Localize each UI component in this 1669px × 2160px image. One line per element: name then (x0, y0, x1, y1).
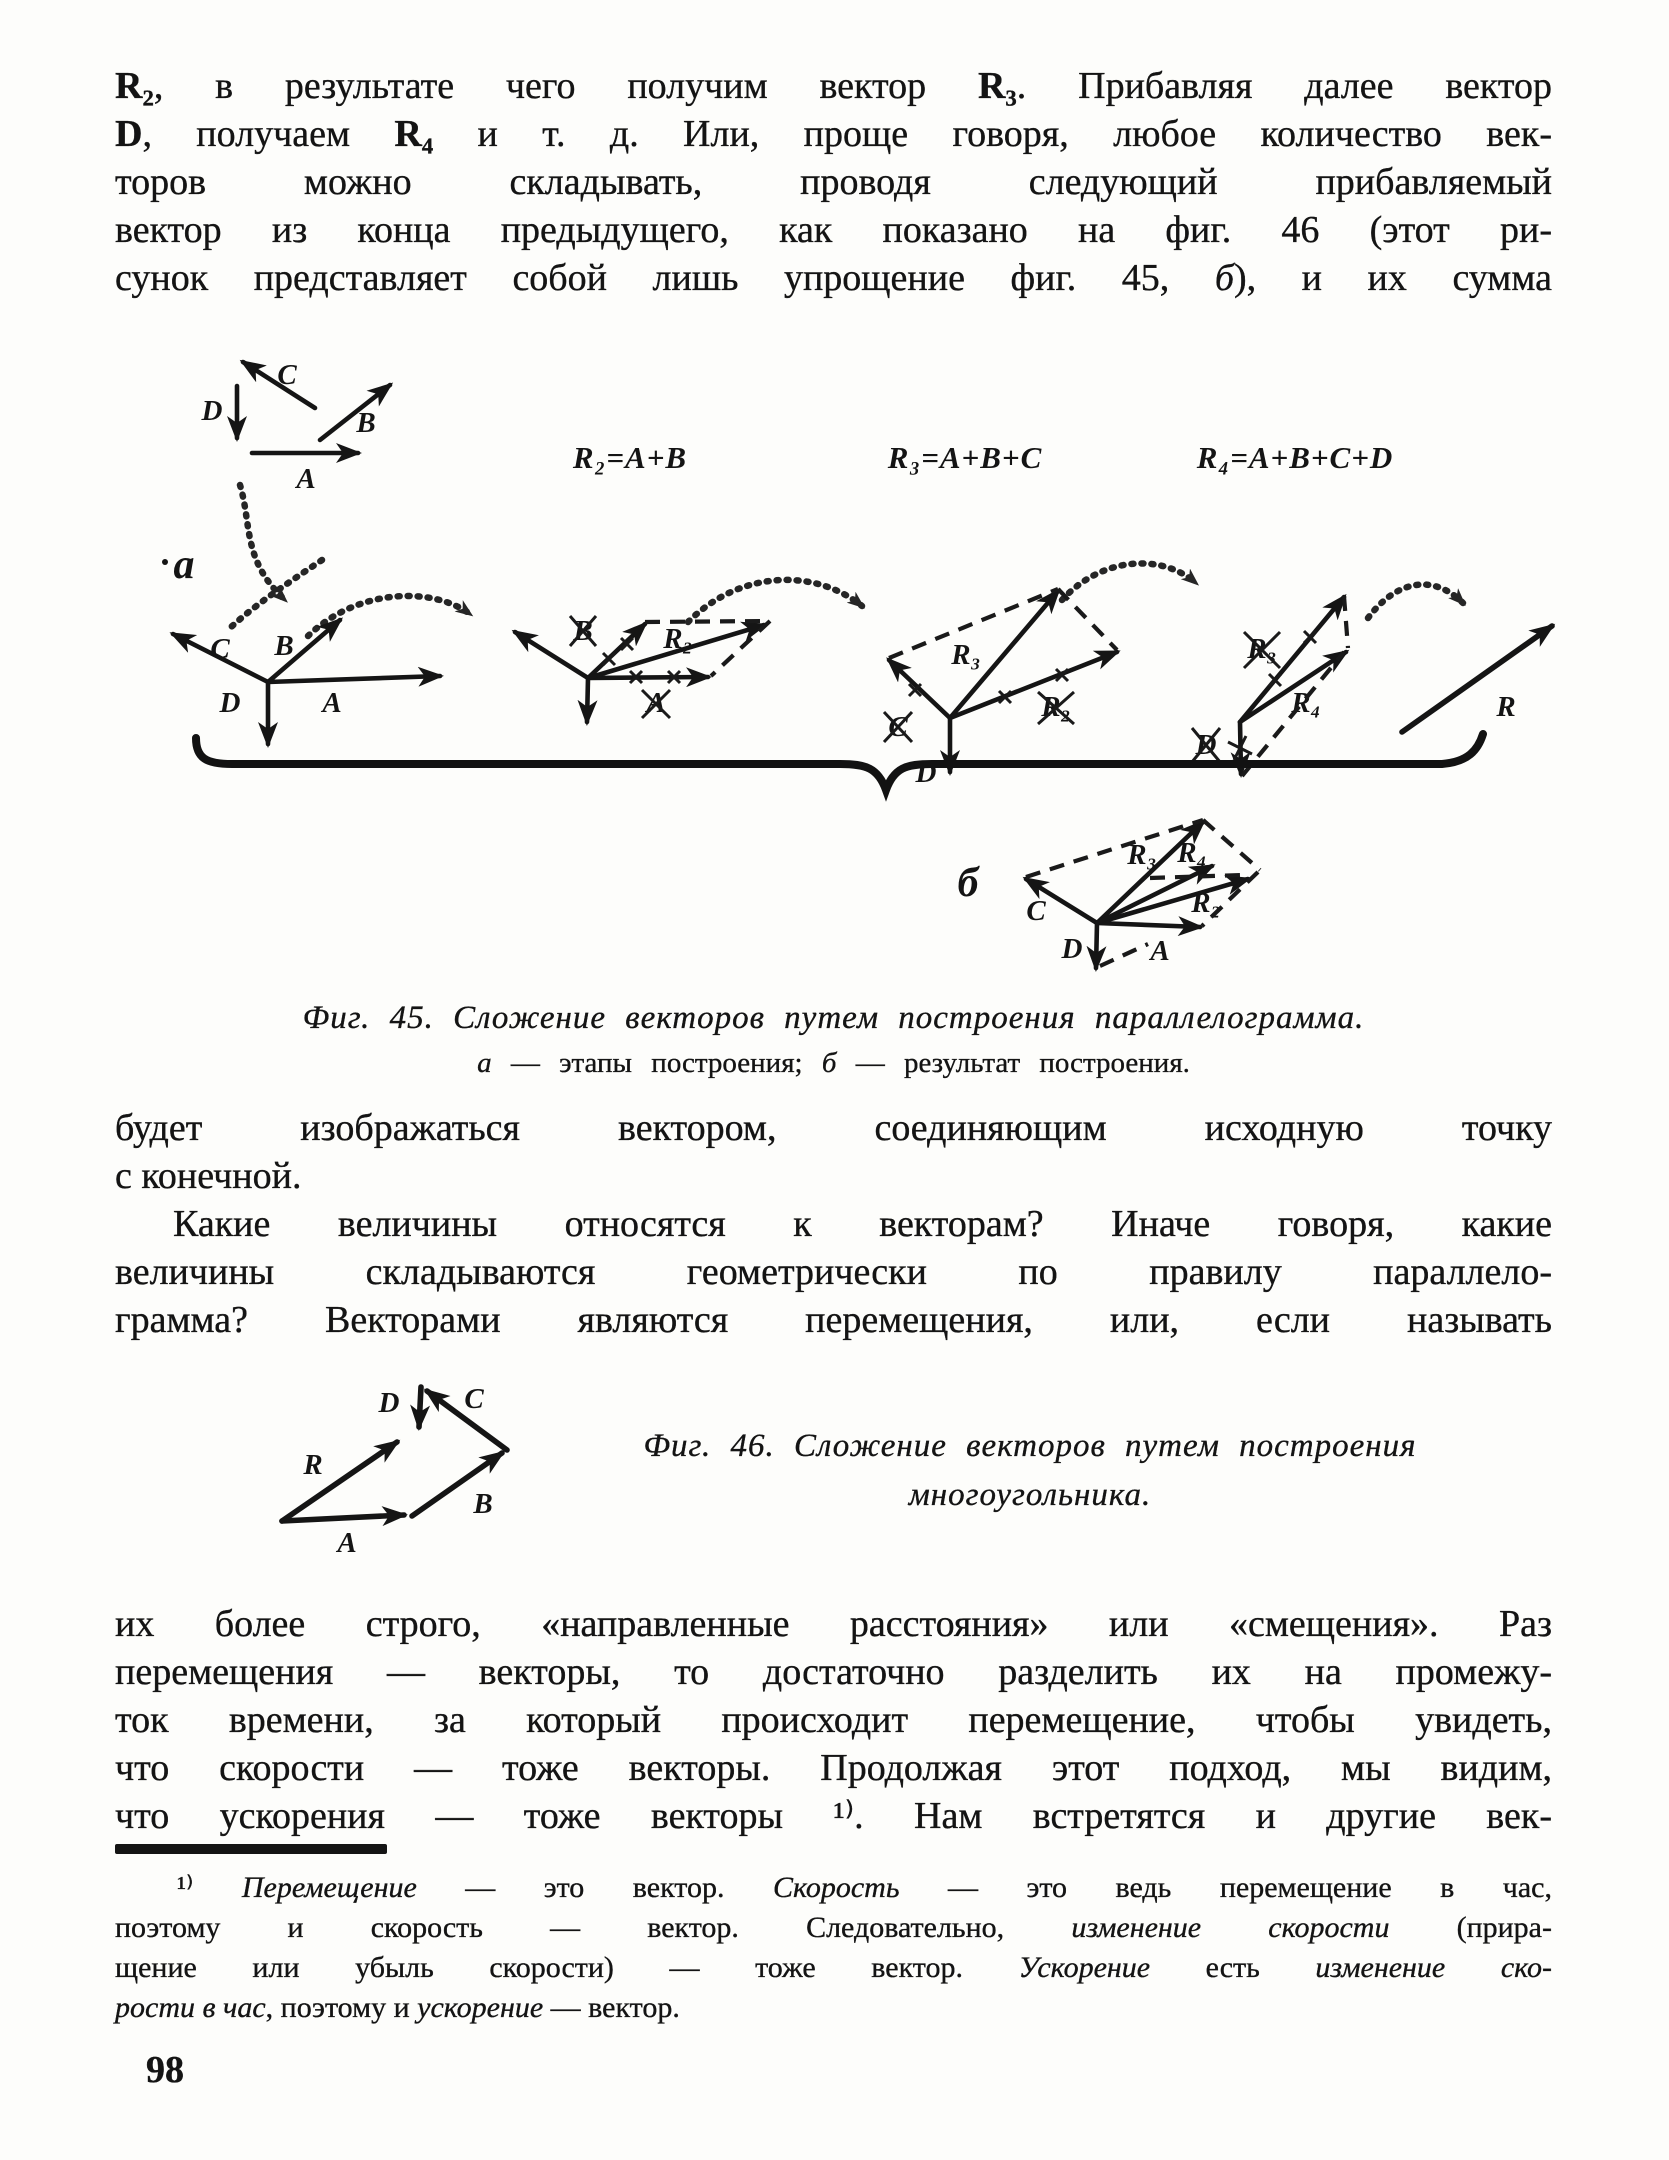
text-run: щение или убыль скорости) — тоже вектор. (115, 1951, 1019, 1984)
figure-46-caption-title-2: многоугольника. (908, 1477, 1152, 1513)
text-line (115, 1988, 1552, 2028)
text-run: б (821, 1047, 837, 1079)
text-run: сунок представляет собой лишь упрощение фиг. 45, (115, 257, 1215, 299)
text-run: величины складываются геометрически по правилу параллело- (115, 1251, 1552, 1293)
fig45-r2-diagram (515, 615, 770, 722)
text-run: , получаем (142, 113, 395, 155)
vector-d-label: D (219, 687, 241, 719)
vector-r3-label: R₃ (1127, 839, 1157, 871)
stippled-arrow-1 (240, 485, 285, 600)
vector-a-arrow (282, 1515, 404, 1521)
text-run: R₃ (977, 65, 1017, 107)
vector-r3-label: R₃ (1247, 633, 1277, 665)
text-run: изменение скорости (1071, 1911, 1390, 1944)
grouping-brace (196, 734, 1483, 790)
figure-45 (0, 330, 1669, 1020)
text-run: — результат построения. (836, 1047, 1190, 1079)
text-run: есть (1150, 1951, 1316, 1984)
vector-r2-label: R₂ (663, 623, 693, 655)
vector-d-arrow (1096, 923, 1097, 968)
text-run: поэтому и скорость — вектор. Следовательно, (115, 1911, 1072, 1944)
vector-b-arrow (320, 385, 390, 440)
text-run: — это вектор. (416, 1871, 773, 1904)
text-line (115, 1696, 1552, 1744)
vector-r3-label: R₃ (951, 639, 981, 671)
vector-c-label: C (210, 633, 230, 665)
vector-d-label: D (1061, 933, 1083, 965)
text-run: . Прибавляя далее вектор (1016, 65, 1552, 107)
text-line (115, 1296, 1552, 1344)
figure-45-caption-legend (115, 1047, 1552, 1080)
part-b-label: б (957, 860, 979, 906)
vector-b-label: B (356, 407, 376, 439)
text-line (115, 206, 1552, 254)
stippled-arrow-2 (308, 596, 470, 636)
text-line (115, 1792, 1552, 1840)
text-line (115, 62, 1552, 110)
parallelogram-dashed-edges (889, 589, 1117, 658)
fig45-loose-vectors (201, 359, 390, 495)
text-run: D (115, 113, 143, 155)
vector-r4-label: R₄ (1291, 687, 1321, 719)
fig45-part-b-diagram (958, 820, 1260, 968)
figure-46-caption (600, 1428, 1460, 1514)
vector-a-label: A (1150, 935, 1170, 967)
fig45-r4-diagram (1192, 596, 1348, 776)
vector-r-arrow (282, 1442, 397, 1521)
paragraph-top (115, 62, 1552, 302)
vector-r2-label: R₂ (1191, 887, 1221, 919)
text-run: б (1214, 257, 1234, 299)
vector-a-label: A (337, 1527, 357, 1559)
text-run: их более строго, «направленные расстояния» или «смещения». Раз (115, 1603, 1552, 1645)
vector-r-arrow (1402, 626, 1552, 732)
text-run: рости в час (115, 1991, 266, 2024)
formula-r2: R₂=A+B (572, 440, 688, 475)
text-run: торов можно складывать, проводя следующий прибавляемый (115, 161, 1552, 203)
figure-45-caption-title: Фиг. 45. Сложение векторов путем построения параллелограмма. (302, 1000, 1365, 1036)
vector-b-label: B (573, 615, 593, 647)
vector-d-label: D (378, 1387, 400, 1419)
text-run: R₄ (394, 113, 434, 155)
text-line (115, 1200, 1552, 1248)
text-line (115, 110, 1552, 158)
text-run: изменение ско- (1315, 1951, 1553, 1984)
vector-d-arrow (419, 1387, 421, 1427)
text-run: R₂ (115, 65, 154, 107)
text-run: с конечной. (115, 1155, 302, 1197)
text-run: — вектор. (543, 1991, 680, 2024)
vector-d-label: D (201, 395, 223, 427)
vector-c-crossed-arrow (889, 660, 950, 718)
vector-a-label: A (646, 687, 666, 719)
text-line (115, 1152, 1552, 1200)
text-run: что ускорения — тоже векторы ¹⁾. Нам встретятся и другие век- (115, 1795, 1552, 1837)
page-number: 98 (146, 2049, 184, 2091)
scan-speck (162, 559, 168, 565)
vector-c-label: C (888, 711, 908, 743)
text-run: ), и их сумма (1233, 257, 1553, 299)
text-line (115, 1648, 1552, 1696)
footnote (115, 1868, 1552, 2028)
vector-d-label: D (915, 757, 937, 789)
formula-r4: R₄=A+B+C+D (1196, 440, 1394, 475)
text-run: — этапы построения; (491, 1047, 822, 1079)
vector-d-label: D (1195, 729, 1217, 761)
text-run: ток времени, за который происходит перемещение, чтобы увидеть, (115, 1699, 1552, 1741)
text-line (115, 1908, 1552, 1948)
vector-r-label: R (303, 1449, 323, 1481)
figure-45-caption (115, 1000, 1552, 1080)
text-run: Перемещение (241, 1871, 417, 1904)
text-run: что скорости — тоже векторы. Продолжая этот подход, мы видим, (115, 1747, 1552, 1789)
text-run: Какие величины относятся к векторам? Иначе говоря, какие (173, 1203, 1552, 1245)
formula-r3: R₃=A+B+C (887, 440, 1043, 475)
vector-c-label: C (464, 1383, 484, 1415)
text-run: — это ведь перемещение в час, (899, 1871, 1552, 1904)
text-line (115, 1744, 1552, 1792)
text-run: грамма? Векторами являются перемещения, или, если называть (115, 1299, 1552, 1341)
vector-c-label: C (1026, 895, 1046, 927)
paragraph-middle (115, 1104, 1552, 1344)
vector-b-label: B (274, 630, 294, 662)
text-line (115, 1248, 1552, 1296)
vector-a-label: A (296, 463, 316, 495)
vector-a-label: A (322, 687, 342, 719)
text-run: Ускорение (1018, 1951, 1151, 1984)
stippled-stroke (230, 560, 322, 628)
fig45-r3-diagram (884, 589, 1117, 789)
vector-a-crossed-arrow (588, 677, 708, 678)
stippled-arrow-3 (688, 580, 862, 622)
text-run: ¹⁾ (177, 1871, 242, 1904)
text-run: ускорение (417, 1991, 544, 2024)
part-a-label: а (173, 542, 195, 588)
text-line (115, 254, 1552, 302)
vector-b-label: B (473, 1488, 493, 1520)
stippled-arrow-4 (1062, 563, 1196, 600)
vector-d-arrow (587, 678, 588, 722)
vector-r4-label: R₄ (1177, 837, 1207, 869)
text-line (115, 1047, 1552, 1080)
vector-a-arrow (268, 676, 440, 682)
vector-c-label: C (277, 359, 297, 391)
text-line (115, 1948, 1552, 1988)
stippled-arrow-5 (1368, 585, 1463, 618)
text-run: , в результате чего получим вектор (153, 65, 978, 107)
text-run: вектор из конца предыдущего, как показано на фиг. 46 (этот ри- (115, 209, 1552, 251)
text-run: Скорость (772, 1871, 900, 1904)
text-run: (прира- (1389, 1911, 1552, 1944)
text-run: перемещения — векторы, то достаточно разделить их на промежу- (115, 1651, 1552, 1693)
text-line (115, 1104, 1552, 1152)
text-line (115, 1600, 1552, 1648)
footnote-divider (115, 1844, 387, 1854)
text-run: и т. д. Или, проще говоря, любое количество век- (433, 113, 1552, 155)
vector-r-label: R (1496, 691, 1516, 723)
text-run: , поэтому и (265, 1991, 418, 2024)
paragraph-bottom (115, 1600, 1552, 1840)
vector-a-arrow (1097, 923, 1200, 927)
text-run: а (477, 1047, 492, 1079)
text-line (115, 158, 1552, 206)
text-line (115, 1868, 1552, 1908)
figure-46-caption-title: Фиг. 46. Сложение векторов путем построения (643, 1428, 1417, 1464)
text-run: будет изображаться вектором, соединяющим исходную точку (115, 1107, 1552, 1149)
fig46-polygon-diagram (282, 1383, 507, 1559)
vector-r2-label: R₂ (1041, 691, 1071, 723)
